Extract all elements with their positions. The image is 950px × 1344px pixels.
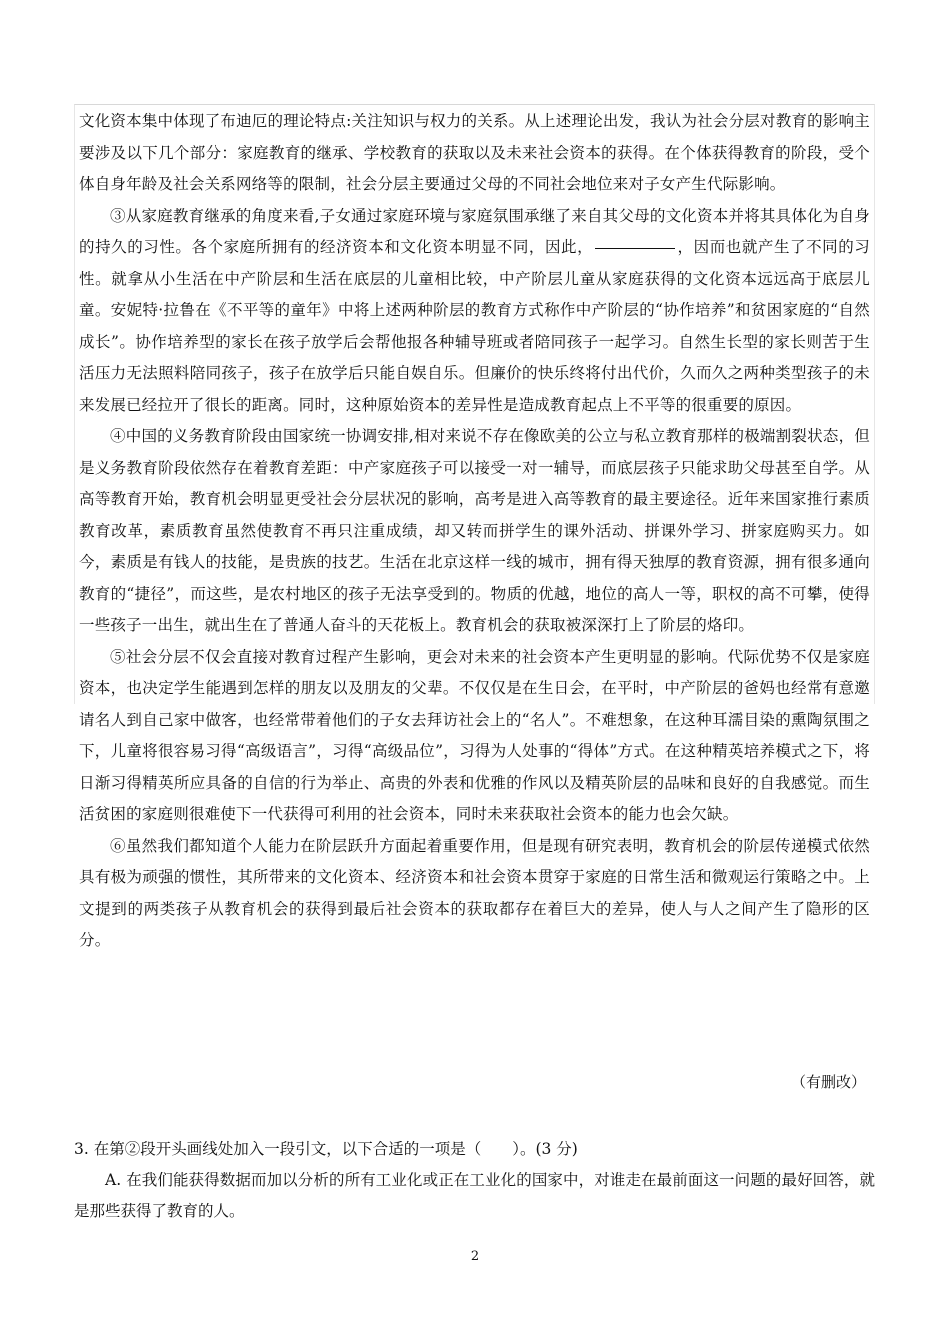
passage-paragraph-5: ⑤社会分层不仅会直接对教育过程产生影响，更会对未来的社会资本产生更明显的影响。代际优势不仅是家庭资本，也决定学生能遇到怎样的朋友以及朋友的父辈。不仅仅是在生日会，在平时，中产阶层的爸妈也经常有意邀请名人到自己家中做客，也经常带着他们的子女去拜访社会上的“名人”。不难想象，在这种耳濡目染的熏陶氛围之下，儿童将很容易习得“高级语言”，习得“高级品位”，习得为人处事的“得体”方式。在这种精英培养模式之下，将日渐习得精英所应具备的自信的行为举止、高贵的外表和优雅的作风以及精英阶层的品味和良好的自我感觉。而生活贫困的家庭则很难使下一代获得可利用的社会资本，同时未来获取社会资本的能力也会欠缺。: [79, 647, 870, 823]
paragraph-3-text-before: ③从家庭教育继承的角度来看,子女通过家庭环境与家庭氛围承继了来自其父母的文化资本并将其具体化为自身的持久的习性。各个家庭所拥有的经济资本和文化资本明显不同，因此，: [79, 206, 870, 256]
passage-paragraph-continued: 文化资本集中体现了布迪厄的理论特点:关注知识与权力的关系。从上述理论出发，我认为社会分层对教育的影响主要涉及以下几个部分：家庭教育的继承、学校教育的获取以及未来社会资本的获得。在个体获得教育的阶段，受个体自身年龄及社会关系网络等的限制，社会分层主要通过父母的不同社会地位来对子女产生代际影响。: [79, 112, 870, 193]
passage-box: [74, 104, 875, 949]
paragraph-3-text-after: ，因而也就产生了不同的习性。就拿从小生活在中产阶层和生活在底层的儿童相比较，中产阶层儿童从家庭获得的文化资本远远高于底层儿童。安妮特·拉鲁在《不平等的童年》中将上述两种阶层的教育方式称作中产阶层的“协作培养”和贫困家庭的“自然成长”。协作培养型的家长在孩子放学后会帮他报各种辅导班或者陪同孩子一起学习。自然生长型的家长则苦于生活压力无法照料陪同孩子，孩子在放学后只能自娱自乐。但廉价的快乐终将付出代价，久而久之两种类型孩子的未来发展已经拉开了很长的距离。同时，这种原始资本的差异性是造成教育起点上不平等的很重要的原因。: [79, 238, 871, 414]
question-stem: 3. 在第②段开头画线处加入一段引文，以下合适的一项是（ ）。(3 分): [74, 1140, 578, 1158]
question-3: [74, 1134, 875, 1227]
page-number: 2: [470, 1249, 480, 1264]
passage-paragraph-6: ⑥虽然我们都知道个人能力在阶层跃升方面起着重要作用，但是现有研究表明，教育机会的阶层传递模式依然具有极为顽强的惯性，其所带来的文化资本、经济资本和社会资本贯穿于家庭的日常生活和微观运行策略之中。上文提到的两类孩子从教育机会的获得到最后社会资本的获取都存在着巨大的差异，使人与人之间产生了隐形的区分。: [79, 836, 870, 949]
passage-paragraph-3: [79, 201, 870, 422]
source-note: （有删改）: [790, 1073, 866, 1091]
passage-paragraph-4: ④中国的义务教育阶段由国家统一协调安排,相对来说不存在像欧美的公立与私立教育那样的极端割裂状态，但是义务教育阶段依然存在着教育差距：中产家庭孩子可以接受一对一辅导，而底层孩子只能求助父母甚至自学。从高等教育开始，教育机会明显更受社会分层状况的影响，高考是进入高等教育的最主要途径。近年来国家推行素质教育改革，素质教育虽然使教育不再只注重成绩，却又转而拼学生的课外活动、拼课外学习、拼家庭购买力。如今，素质是有钱人的技能，是贵族的技艺。生活在北京这样一线的城市，拥有得天独厚的教育资源，拥有很多通向教育的“捷径”，而这些，是农村地区的孩子无法享受到的。物质的优越，地位的高人一等，职权的高不可攀，使得一些孩子一出生，就出生在了普通人奋斗的天花板上。教育机会的获取被深深打上了阶层的烙印。: [79, 427, 870, 634]
option-a: A. 在我们能获得数据而加以分析的所有工业化或正在工业化的国家中，对谁走在最前面这一问题的最好回答，就是那些获得了教育的人。: [74, 1171, 875, 1220]
fill-in-blank: [595, 247, 675, 249]
